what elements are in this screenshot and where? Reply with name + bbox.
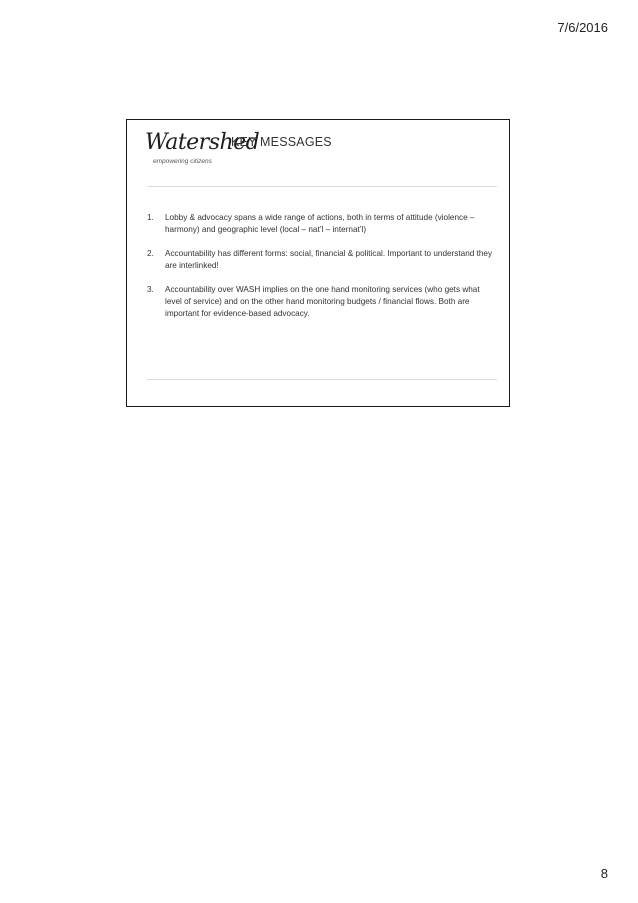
list-item-text: Accountability has different forms: social, financial & political. Important to understand they are interlinked! (165, 249, 493, 270)
slide-title: KEY MESSAGES (231, 135, 332, 149)
page-date: 7/6/2016 (557, 20, 608, 35)
list-item-text: Lobby & advocacy spans a wide range of actions, both in terms of attitude (violence – harmony) and geographic level (local – nat’l – internat’l) (165, 213, 475, 234)
list-item (147, 284, 497, 320)
list-item-number: 2. (147, 249, 154, 258)
logo-wordmark: Watershed (145, 130, 260, 155)
list-item-number: 3. (147, 285, 154, 294)
list-item (147, 248, 497, 272)
key-messages-list (147, 212, 497, 332)
list-item (147, 212, 497, 236)
logo-tagline: empowering citizens (153, 158, 212, 165)
watershed-logo (145, 130, 260, 174)
list-item-text: Accountability over WASH implies on the one hand monitoring services (who gets what level of service) and on the other hand monitoring budgets / financial flows. Both are important for evidence-based advocacy. (165, 285, 480, 318)
bottom-divider (147, 379, 497, 380)
slide-thumbnail (126, 119, 510, 407)
list-item-number: 1. (147, 213, 154, 222)
top-divider (147, 186, 497, 187)
page-number: 8 (600, 866, 608, 881)
